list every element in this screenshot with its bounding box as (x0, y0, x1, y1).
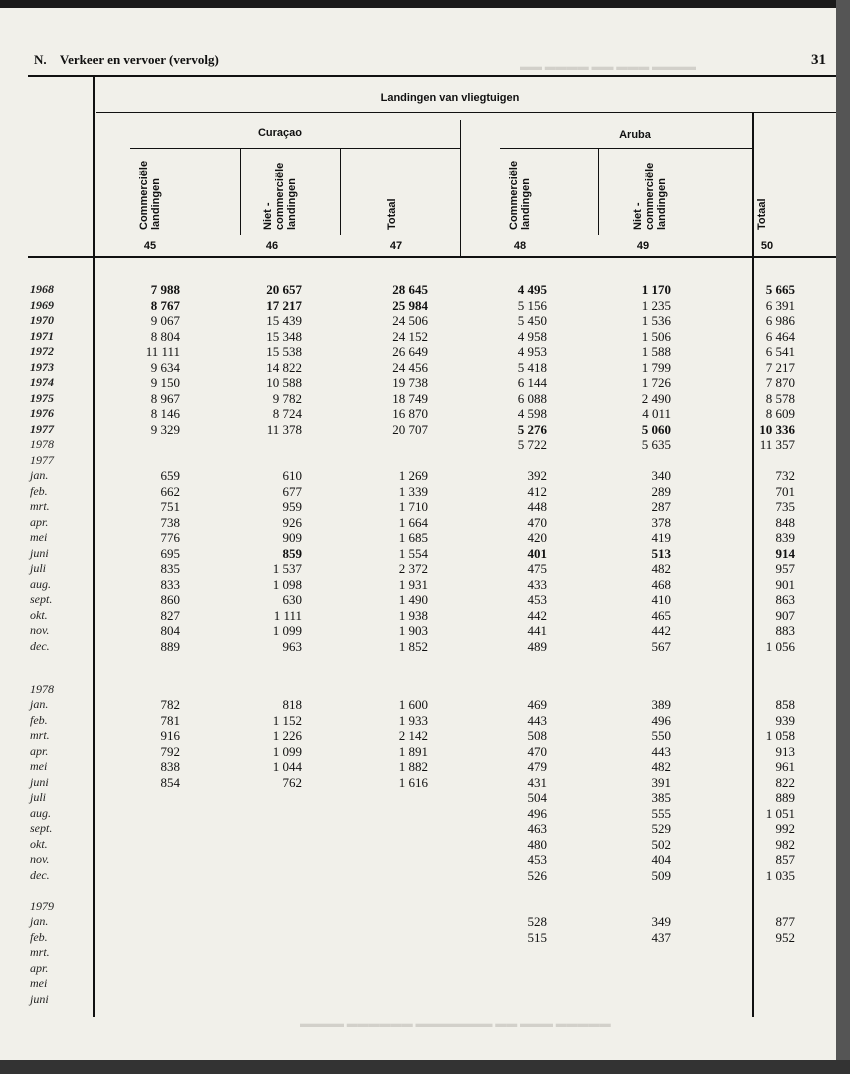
table-cell: 1 710 (398, 499, 428, 514)
table-cell: 1 536 (641, 313, 671, 328)
table-cell: 470 (527, 514, 547, 530)
table-cell: 1 058 (765, 728, 795, 743)
table-cell: 939 (775, 712, 795, 728)
table-cell: 20 657 (266, 282, 302, 297)
heading-underline (96, 112, 836, 113)
table-cell: 1 099 (272, 743, 302, 759)
table-cell: 508 (527, 728, 547, 743)
table-cell: 916 (160, 728, 180, 743)
row-period: dec. (30, 867, 50, 882)
table-cell: 1 903 (398, 623, 428, 638)
table-cell: 662 (160, 483, 180, 499)
table-cell: 1 852 (398, 638, 428, 654)
section-title (34, 52, 219, 68)
column-header-line: commerciële (644, 162, 656, 230)
table-cell: 442 (527, 607, 547, 623)
table-cell: 496 (651, 712, 671, 728)
row-period: mrt. (30, 499, 50, 513)
table-cell: 289 (651, 483, 671, 499)
table-cell: 378 (651, 514, 671, 530)
row-period: 1970 (30, 313, 54, 327)
table-cell: 913 (775, 743, 795, 759)
table-cell: 776 (160, 530, 180, 545)
table-cell: 11 357 (759, 437, 795, 452)
column-header-1 (138, 150, 162, 230)
row-period: jan. (30, 914, 49, 928)
table-top-rule (28, 75, 836, 77)
row-period: feb. (30, 483, 48, 498)
table-cell: 1 506 (641, 328, 671, 344)
page-number: 31 (811, 52, 826, 68)
table-cell: 1 726 (641, 375, 671, 390)
row-period: 1977 (30, 421, 54, 436)
table-cell: 957 (775, 561, 795, 576)
table-cell: 443 (651, 743, 671, 759)
table-cell: 389 (651, 697, 671, 712)
table-main-heading: Landingen van vliegtuigen (380, 92, 520, 104)
table-cell: 526 (527, 867, 547, 883)
row-period: okt. (30, 836, 48, 851)
table-cell: 392 (527, 468, 547, 483)
table-cell: 7 870 (765, 375, 795, 390)
table-cell: 475 (527, 561, 547, 576)
table-cell: 2 142 (398, 728, 428, 743)
table-cell: 610 (282, 468, 302, 483)
table-cell: 19 738 (392, 375, 428, 390)
table-cell: 5 276 (517, 421, 547, 437)
table-cell: 26 649 (392, 344, 428, 359)
table-cell: 1 490 (398, 592, 428, 607)
table-cell: 469 (527, 697, 547, 712)
column-header-line: commerciële (274, 162, 286, 230)
table-cell: 781 (160, 712, 180, 728)
row-period: juni (30, 545, 49, 560)
table-cell: 463 (527, 821, 547, 836)
table-cell: 732 (775, 468, 795, 483)
table-cell: 1 152 (272, 712, 302, 728)
table-cell: 8 146 (150, 406, 180, 421)
table-cell: 20 707 (392, 421, 428, 437)
column-number: 49 (636, 240, 650, 252)
table-cell: 18 749 (392, 390, 428, 406)
row-period: mei (30, 759, 48, 773)
table-cell: 14 822 (266, 359, 302, 375)
section-year-label: 1978 (30, 682, 54, 696)
table-cell: 515 (527, 929, 547, 945)
show-through-artifact: ▬▬▬▬▬ ▬▬▬ ▬▬ ▬▬▬▬▬▬▬ ▬▬▬▬▬▬ ▬▬▬▬ (300, 1018, 611, 1030)
table-cell: 982 (775, 836, 795, 852)
table-cell: 863 (775, 592, 795, 607)
table-cell: 15 538 (266, 344, 302, 359)
table-cell: 909 (282, 530, 302, 545)
table-cell: 751 (160, 499, 180, 514)
table-cell: 4 953 (517, 344, 547, 359)
row-period: 1972 (30, 344, 54, 358)
table-cell: 1 664 (398, 514, 428, 530)
table-cell: 28 645 (392, 282, 428, 297)
table-cell: 482 (651, 561, 671, 576)
table-cell: 5 450 (517, 313, 547, 328)
table-cell: 1 044 (272, 759, 302, 774)
row-period: apr. (30, 514, 49, 529)
table-cell: 470 (527, 743, 547, 759)
table-cell: 877 (775, 914, 795, 929)
table-cell: 555 (651, 805, 671, 821)
column-header-line: landingen (286, 178, 298, 230)
column-number: 48 (513, 240, 527, 252)
section-title-text: Verkeer en vervoer (vervolg) (59, 52, 219, 67)
table-cell: 858 (775, 697, 795, 712)
table-cell: 419 (651, 530, 671, 545)
table-cell: 433 (527, 576, 547, 592)
row-period: jan. (30, 697, 49, 711)
table-cell: 513 (651, 545, 671, 561)
table-cell: 6 986 (765, 313, 795, 328)
column-header-5 (632, 150, 668, 230)
table-cell: 959 (282, 499, 302, 514)
table-cell: 1 938 (398, 607, 428, 623)
column-number: 47 (389, 240, 403, 252)
table-cell: 822 (775, 774, 795, 790)
table-cell: 859 (282, 545, 302, 561)
column-header-3 (386, 150, 398, 230)
table-cell: 349 (651, 914, 671, 929)
table-cell: 6 541 (765, 344, 795, 359)
table-cell: 1 933 (398, 712, 428, 728)
row-period: juni (30, 774, 49, 789)
table-cell: 992 (775, 821, 795, 836)
table-cell: 391 (651, 774, 671, 790)
table-cell: 443 (527, 712, 547, 728)
table-cell: 11 111 (145, 344, 180, 359)
table-cell: 914 (775, 545, 795, 561)
table-cell: 883 (775, 623, 795, 638)
group-heading-aruba: Aruba (619, 129, 651, 141)
table-cell: 907 (775, 607, 795, 623)
table-cell: 401 (527, 545, 547, 561)
row-period: juni (30, 991, 49, 1006)
column-header-4 (508, 150, 532, 230)
table-cell: 468 (651, 576, 671, 592)
table-cell: 1 600 (398, 697, 428, 712)
row-period: 1978 (30, 437, 54, 451)
section-year-label: 1977 (30, 453, 54, 467)
table-cell: 404 (651, 852, 671, 867)
table-cell: 1 170 (641, 282, 671, 297)
table-cell: 480 (527, 836, 547, 852)
row-period: 1969 (30, 297, 54, 312)
table-cell: 4 958 (517, 328, 547, 344)
table-cell: 453 (527, 592, 547, 607)
right-page-edge (836, 0, 850, 1074)
table-cell: 420 (527, 530, 547, 545)
table-cell: 15 348 (266, 328, 302, 344)
table-cell: 5 635 (641, 437, 671, 452)
table-cell: 25 984 (392, 297, 428, 313)
row-period: mei (30, 530, 48, 544)
row-period: apr. (30, 960, 49, 975)
table-cell: 4 011 (642, 406, 671, 421)
table-cell: 9 150 (150, 375, 180, 390)
table-cell: 504 (527, 790, 547, 805)
column-header-line: Niet - (262, 202, 274, 230)
row-period: feb. (30, 929, 48, 944)
table-cell: 11 378 (266, 421, 302, 437)
table-cell: 9 067 (150, 313, 180, 328)
table-cell: 839 (775, 530, 795, 545)
table-cell: 2 490 (641, 390, 671, 406)
table-cell: 889 (160, 638, 180, 654)
table-cell: 502 (651, 836, 671, 852)
table-cell: 24 456 (392, 359, 428, 375)
column-rule (240, 149, 241, 235)
table-cell: 1 056 (765, 638, 795, 654)
table-cell: 8 767 (150, 297, 180, 313)
table-cell: 738 (160, 514, 180, 530)
bottom-page-edge (0, 1060, 850, 1074)
row-period: 1976 (30, 406, 54, 420)
table-cell: 9 329 (150, 421, 180, 437)
curacao-group-rule (130, 148, 460, 149)
table-cell: 889 (775, 790, 795, 805)
aruba-group-rule (500, 148, 754, 149)
table-cell: 10 588 (266, 375, 302, 390)
row-period: dec. (30, 638, 50, 653)
table-cell: 961 (775, 759, 795, 774)
table-cell: 528 (527, 914, 547, 929)
stub-column-rule (93, 75, 95, 1017)
table-cell: 848 (775, 514, 795, 530)
row-period: mrt. (30, 728, 50, 742)
table-cell: 448 (527, 499, 547, 514)
table-cell: 7 217 (765, 359, 795, 375)
table-cell: 926 (282, 514, 302, 530)
row-period: nov. (30, 623, 50, 637)
table-cell: 860 (160, 592, 180, 607)
table-cell: 8 724 (272, 406, 302, 421)
table-cell: 827 (160, 607, 180, 623)
table-cell: 1 588 (641, 344, 671, 359)
table-cell: 385 (651, 790, 671, 805)
table-cell: 804 (160, 623, 180, 638)
table-cell: 835 (160, 561, 180, 576)
row-period: nov. (30, 852, 50, 866)
section-letter: N. (34, 52, 47, 67)
table-cell: 4 495 (517, 282, 547, 297)
row-period: apr. (30, 743, 49, 758)
table-cell: 630 (282, 592, 302, 607)
top-binding-edge (0, 0, 850, 8)
table-cell: 8 609 (765, 406, 795, 421)
row-period: 1968 (30, 282, 54, 296)
column-header-line: Commerciële (508, 160, 520, 230)
table-cell: 442 (651, 623, 671, 638)
table-cell: 529 (651, 821, 671, 836)
column-header-line: Totaal (386, 198, 398, 230)
table-cell: 431 (527, 774, 547, 790)
header-bottom-rule (28, 256, 836, 258)
column-header-line: landingen (520, 178, 532, 230)
column-number: 50 (760, 240, 774, 252)
row-period: jan. (30, 468, 49, 482)
row-period: okt. (30, 607, 48, 622)
column-rule (340, 149, 341, 235)
table-cell: 567 (651, 638, 671, 654)
table-cell: 509 (651, 867, 671, 883)
table-cell: 838 (160, 759, 180, 774)
column-header-2 (262, 150, 298, 230)
column-header-line: Niet - (632, 202, 644, 230)
section-year-label: 1979 (30, 899, 54, 913)
row-period: sept. (30, 592, 53, 606)
table-cell: 8 804 (150, 328, 180, 344)
table-cell: 24 506 (392, 313, 428, 328)
table-cell: 7 988 (150, 282, 180, 297)
row-period: juli (30, 790, 47, 804)
column-header-line: landingen (150, 178, 162, 230)
group-separator-rule (460, 120, 461, 257)
table-cell: 24 152 (392, 328, 428, 344)
table-cell: 465 (651, 607, 671, 623)
table-cell: 9 634 (150, 359, 180, 375)
table-cell: 410 (651, 592, 671, 607)
table-cell: 1 051 (765, 805, 795, 821)
table-cell: 287 (651, 499, 671, 514)
table-cell: 1 554 (398, 545, 428, 561)
row-period: 1974 (30, 375, 54, 389)
table-cell: 6 088 (517, 390, 547, 406)
table-cell: 412 (527, 483, 547, 499)
table-cell: 453 (527, 852, 547, 867)
table-cell: 2 372 (398, 561, 428, 576)
row-period: 1971 (30, 328, 54, 343)
row-period: 1975 (30, 390, 54, 405)
column-rule (598, 149, 599, 235)
table-cell: 496 (527, 805, 547, 821)
group-heading-curacao: Curaçao (257, 127, 303, 139)
column-number: 45 (143, 240, 157, 252)
table-cell: 4 598 (517, 406, 547, 421)
table-cell: 479 (527, 759, 547, 774)
row-period: sept. (30, 821, 53, 835)
row-period: mrt. (30, 945, 50, 959)
row-period: aug. (30, 576, 51, 591)
column-header-line: Commerciële (138, 160, 150, 230)
table-cell: 1 685 (398, 530, 428, 545)
table-cell: 1 235 (641, 297, 671, 313)
row-period: 1973 (30, 359, 54, 374)
table-cell: 1 799 (641, 359, 671, 375)
row-period: juli (30, 561, 47, 575)
table-cell: 5 722 (517, 437, 547, 452)
table-cell: 10 336 (759, 421, 795, 437)
table-cell: 1 035 (765, 867, 795, 883)
table-cell: 1 616 (398, 774, 428, 790)
table-cell: 857 (775, 852, 795, 867)
table-cell: 854 (160, 774, 180, 790)
table-cell: 482 (651, 759, 671, 774)
column-header-line: Totaal (756, 198, 768, 230)
table-cell: 695 (160, 545, 180, 561)
table-cell: 735 (775, 499, 795, 514)
table-cell: 818 (282, 697, 302, 712)
table-cell: 437 (651, 929, 671, 945)
table-cell: 9 782 (272, 390, 302, 406)
table-cell: 1 931 (398, 576, 428, 592)
table-cell: 5 060 (641, 421, 671, 437)
table-cell: 1 269 (398, 468, 428, 483)
table-cell: 340 (651, 468, 671, 483)
column-header-6 (756, 150, 768, 230)
table-cell: 489 (527, 638, 547, 654)
table-cell: 8 578 (765, 390, 795, 406)
table-cell: 762 (282, 774, 302, 790)
table-cell: 792 (160, 743, 180, 759)
table-cell: 782 (160, 697, 180, 712)
table-cell: 550 (651, 728, 671, 743)
table-cell: 8 967 (150, 390, 180, 406)
column-number: 46 (265, 240, 279, 252)
table-cell: 701 (775, 483, 795, 499)
table-cell: 677 (282, 483, 302, 499)
table-cell: 5 156 (517, 297, 547, 313)
table-cell: 833 (160, 576, 180, 592)
table-cell: 6 144 (517, 375, 547, 390)
table-cell: 1 339 (398, 483, 428, 499)
table-cell: 1 099 (272, 623, 302, 638)
table-cell: 952 (775, 929, 795, 945)
table-cell: 6 391 (765, 297, 795, 313)
table-cell: 441 (527, 623, 547, 638)
table-cell: 16 870 (392, 406, 428, 421)
row-period: feb. (30, 712, 48, 727)
table-cell: 1 226 (272, 728, 302, 743)
table-cell: 1 111 (273, 607, 302, 623)
document-page (0, 8, 836, 1060)
table-cell: 901 (775, 576, 795, 592)
table-cell: 963 (282, 638, 302, 654)
row-period: mei (30, 976, 48, 990)
table-cell: 6 464 (765, 328, 795, 344)
row-period: aug. (30, 805, 51, 820)
table-cell: 1 882 (398, 759, 428, 774)
table-cell: 1 537 (272, 561, 302, 576)
table-cell: 659 (160, 468, 180, 483)
column-header-line: landingen (656, 178, 668, 230)
table-cell: 5 418 (517, 359, 547, 375)
table-cell: 5 665 (765, 282, 795, 297)
table-cell: 15 439 (266, 313, 302, 328)
table-cell: 1 891 (398, 743, 428, 759)
table-cell: 17 217 (266, 297, 302, 313)
show-through-artifact: ▬▬▬▬ ▬▬▬ ▬▬ ▬▬▬▬ ▬▬ (520, 61, 696, 73)
table-cell: 1 098 (272, 576, 302, 592)
